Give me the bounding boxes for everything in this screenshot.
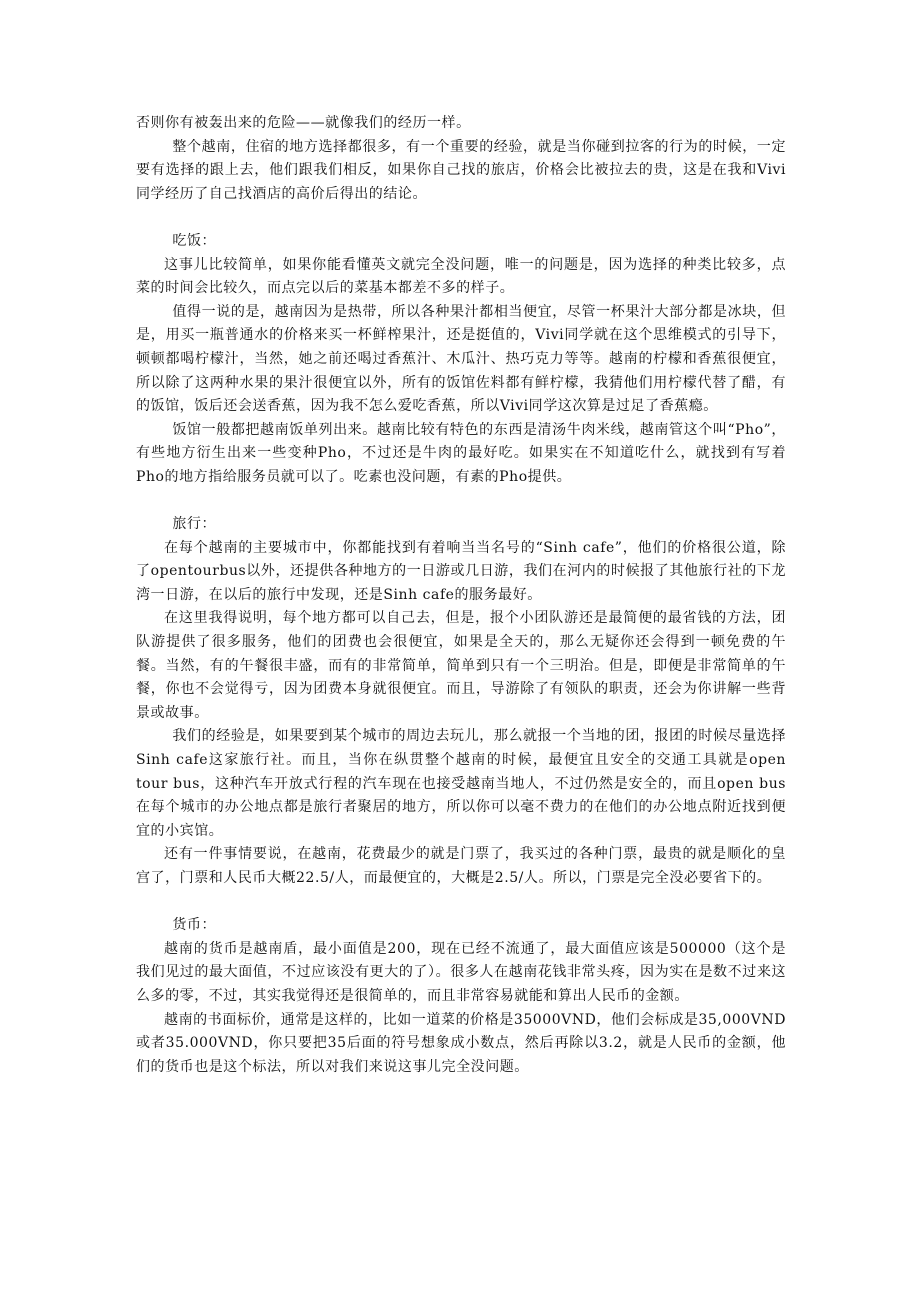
section-gap (136, 891, 786, 915)
section-heading-dining: 吃饭： (172, 232, 217, 249)
section-gap (136, 206, 786, 230)
currency-paragraph-2: 越南的书面标价，通常是这样的，比如一道菜的价格是35000VND，他们会标成是35,000VND或者35.000VND，你只要把35后面的符号想象成小数点，然后再除以3.2，就是人民币的金额，他们的货币也是这个标法，所以对我们来说这事儿完全没问题。 (136, 1011, 786, 1075)
travel-paragraph-1: 在每个越南的主要城市中，你都能找到有着响当当名号的“Sinh cafe”，他们的价格很公道，除了opentourbus以外，还提供各种地方的一日游或几日游，我们在河内的时候报了其他旅行社的下龙湾一日游，在以后的旅行中发现，还是Sinh cafe的服务最好。 (136, 539, 786, 603)
section-gap (136, 490, 786, 514)
section-heading-currency: 货币： (172, 917, 217, 934)
currency-paragraph-1: 越南的货币是越南盾，最小面值是200，现在已经不流通了，最大面值应该是500000（这个是我们见过的最大面值，不过应该没有更大的了）。很多人在越南花钱非常头疼，因为实在是数不过来这么多的零，不过，其实我觉得还是很简单的，而且非常容易就能和算出人民币的金额。 (136, 940, 786, 1004)
travel-paragraph-4: 还有一件事情要说，在越南，花费最少的就是门票了，我买过的各种门票，最贵的就是顺化的皇宫了，门票和人民币大概22.5/人，而最便宜的，大概是2.5/人。所以，门票是完全没必要省下的。 (136, 846, 786, 886)
section-heading-travel: 旅行： (172, 516, 217, 533)
dining-paragraph-2: 值得一说的是，越南因为是热带，所以各种果汁都相当便宜，尽管一杯果汁大部分都是冰块，但是，用买一瓶普通水的价格来买一杯鲜榨果汁，还是挺值的，Vivi同学就在这个思维模式的引导下，顿顿都喝柠檬汁，当然，她之前还喝过香蕉汁、木瓜汁、热巧克力等等。越南的柠檬和香蕉很便宜，所以除了这两种水果的果汁很便宜以外，所有的饭馆佐料都有鲜柠檬，我猜他们用柠檬代替了醋，有的饭馆，饭后还会送香蕉，因为我不怎么爱吃香蕉，所以Vivi同学这次算是过足了香蕉瘾。 (136, 303, 786, 415)
intro-paragraph-1: 否则你有被轰出来的危险——就像我们的经历一样。 (136, 115, 471, 131)
intro-paragraph-2: 整个越南，住宿的地方选择都很多，有一个重要的经验，就是当你碰到拉客的行为的时候，一定要有选择的跟上去，他们跟我们相反，如果你自己找的旅店，价格会比被拉去的贵，这是在我和Vivi同学经历了自己找酒店的高价后得出的结论。 (136, 138, 786, 202)
travel-paragraph-3: 我们的经验是，如果要到某个城市的周边去玩儿，那么就报一个当地的团，报团的时候尽量选择Sinh cafe这家旅行社。而且，当你在纵贯整个越南的时候，最便宜且安全的交通工具就是open tour bus，这种汽车开放式行程的汽车现在也接受越南当地人，不过仍然是安全的，而且open bus在每个城市的办公地点都是旅行者聚居的地方，所以你可以毫不费力的在他们的办公地点附近找到便宜的小宾馆。 (136, 728, 786, 839)
dining-paragraph-3: 饭馆一般都把越南饭单列出来。越南比较有特色的东西是清汤牛肉米线，越南管这个叫“Pho”，有些地方衍生出来一些变种Pho，不过还是牛肉的最好吃。如果实在不知道吃什么，就找到有写着Pho的地方指给服务员就可以了。吃素也没问题，有素的Pho提供。 (136, 421, 786, 485)
travel-paragraph-2: 在这里我得说明，每个地方都可以自己去，但是，报个小团队游还是最简便的最省钱的方法，团队游提供了很多服务，他们的团费也会很便宜，如果是全天的，那么无疑你还会得到一顿免费的午餐。当然，有的午餐很丰盛，而有的非常简单，简单到只有一个三明治。但是，即便是非常简单的午餐，你也不会觉得亏，因为团费本身就很便宜。而且，导游除了有领队的职责，还会为你讲解一些背景或故事。 (136, 610, 786, 721)
document-page (136, 112, 786, 1079)
dining-paragraph-1: 这事儿比较简单，如果你能看懂英文就完全没问题，唯一的问题是，因为选择的种类比较多，点菜的时间会比较久，而点完以后的菜基本都差不多的样子。 (136, 256, 786, 297)
